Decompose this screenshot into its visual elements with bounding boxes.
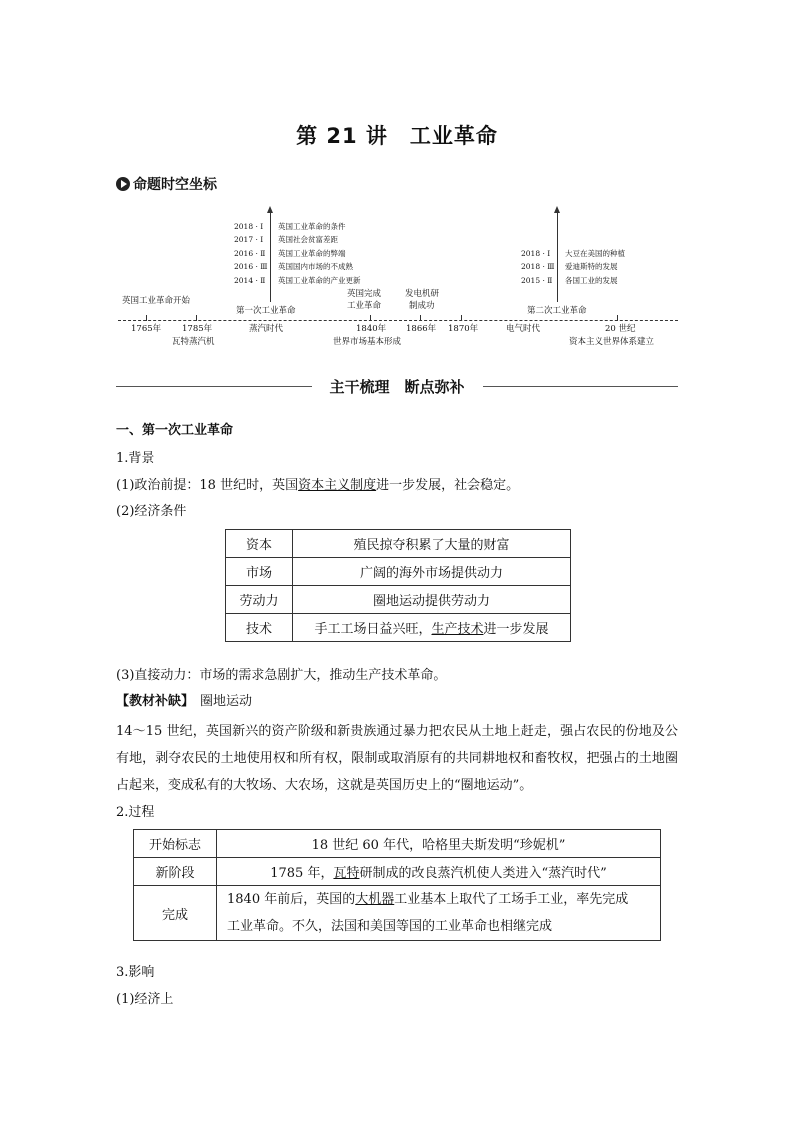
econ-conditions-table [225, 529, 571, 642]
year-1840: 1840年 [356, 324, 387, 334]
underline-capitalism: 资本主义制度 [298, 478, 377, 493]
tick [617, 315, 618, 321]
table-key: 完成 [134, 886, 217, 941]
table-key: 市场 [226, 558, 293, 586]
exam-topic: 大豆在美国的种植 [565, 249, 625, 258]
timeline-arrow-right [557, 212, 558, 302]
tech-pre: 手工工场日益兴旺， [314, 622, 432, 637]
exam-topic: 英国工业革命的条件 [278, 222, 346, 231]
para-political-pre: (1)政治前提：18 世纪时，英国 [116, 478, 299, 493]
exam-year: 2018 · Ⅰ [234, 222, 264, 231]
para-political-post: 进一步发展，社会稳定。 [376, 478, 520, 493]
year-20c: 20 世纪 [605, 324, 636, 334]
tech-post: 进一步发展 [483, 622, 549, 637]
exam-topic: 爱迪斯特的发展 [565, 262, 618, 271]
table-row [134, 858, 661, 886]
label-first-revolution: 第一次工业革命 [236, 306, 296, 316]
page-title: 第 21 讲 工业革命 [296, 124, 498, 148]
section-divider [116, 374, 678, 398]
exam-year: 2015 · Ⅱ [521, 276, 553, 285]
v2-pre: 1785 年， [270, 866, 334, 881]
section-coord-label [116, 174, 217, 194]
exam-year: 2016 · Ⅲ [234, 262, 268, 271]
arrow-up-icon [267, 206, 273, 213]
sub-impact: 3.影响 [116, 965, 155, 980]
exam-year: 2018 · Ⅲ [521, 262, 555, 271]
tick [420, 315, 421, 321]
v3-mid: 工业基本上取代了工场手工业，率先完成 [394, 892, 629, 907]
label-second-revolution: 第二次工业革命 [527, 306, 587, 316]
underline-watt: 瓦特 [333, 866, 360, 881]
world-market: 世界市场基本形成 [333, 337, 402, 347]
exam-topic: 各国工业的发展 [565, 276, 618, 285]
para-direct-motive: (3)直接动力：市场的需求急剧扩大，推动生产技术革命。 [116, 668, 447, 683]
tick [461, 315, 462, 321]
v2-post: 研制成的改良蒸汽机使人类进入“蒸汽时代” [359, 866, 607, 881]
exam-topic: 英国国内市场的不成熟 [278, 262, 353, 271]
table-key: 资本 [226, 530, 293, 558]
supplement-tag: 【教材补缺】 [116, 694, 195, 709]
table-key: 开始标志 [134, 830, 217, 858]
underline-tech: 生产技术 [431, 622, 484, 637]
table-row [134, 886, 661, 941]
exam-year: 2017 · Ⅰ [234, 235, 264, 244]
v3-line1 [227, 886, 654, 913]
year-1785: 1785年 [182, 324, 213, 334]
tick [196, 315, 197, 321]
exam-topic: 英国工业革命的弊端 [278, 249, 346, 258]
sub-process: 2.过程 [116, 805, 155, 820]
process-table [133, 829, 661, 941]
label-done-2: 工业革命 [347, 301, 382, 311]
year-1765: 1765年 [131, 324, 162, 334]
table-row [226, 558, 571, 586]
v3-pre: 1840 年前后，英国的 [227, 892, 356, 907]
supplement-title: 圈地运动 [200, 694, 253, 709]
table-value: 圈地运动提供劳动力 [293, 586, 571, 614]
tick [370, 315, 371, 321]
exam-topic: 英国工业革命的产业更新 [278, 276, 361, 285]
steam-age: 蒸汽时代 [249, 324, 284, 334]
year-1866: 1866年 [406, 324, 437, 334]
v3-line2: 工业革命。不久，法国和美国等国的工业革命也相继完成 [227, 919, 553, 934]
watt-steam-engine: 瓦特蒸汽机 [172, 337, 215, 347]
table-key: 技术 [226, 614, 293, 642]
para-economy: (1)经济上 [116, 992, 174, 1007]
table-row [134, 830, 661, 858]
exam-year: 2018 · Ⅰ [521, 249, 551, 258]
table-key: 劳动力 [226, 586, 293, 614]
underline-machine: 大机器 [355, 892, 395, 907]
table-value [217, 886, 661, 941]
table-row [226, 530, 571, 558]
table-value: 广阔的海外市场提供动力 [293, 558, 571, 586]
exam-year: 2016 · Ⅱ [234, 249, 266, 258]
supplement-heading [116, 695, 252, 708]
capitalist-system: 资本主义世界体系建立 [569, 337, 655, 347]
sub-background: 1.背景 [116, 451, 155, 466]
exam-year: 2014 · Ⅱ [234, 276, 266, 285]
table-row [226, 614, 571, 642]
table-key: 新阶段 [134, 858, 217, 886]
section-coord-text: 命题时空坐标 [133, 177, 217, 193]
table-row [226, 586, 571, 614]
year-1870: 1870年 [448, 324, 479, 334]
label-done-1: 英国完成 [347, 289, 382, 299]
arrow-up-icon [554, 206, 560, 213]
label-gen-1: 发电机研 [405, 289, 440, 299]
table-value [217, 858, 661, 886]
tick [146, 315, 147, 321]
table-value [293, 614, 571, 642]
timeline-arrow-left [270, 212, 271, 302]
label-start: 英国工业革命开始 [122, 296, 191, 306]
para-political [116, 479, 519, 492]
para-economic: (2)经济条件 [116, 504, 187, 519]
divider-title: 主干梳理 断点弥补 [329, 377, 465, 396]
timeline-axis [118, 320, 678, 321]
enclosure-paragraph: 14～15 世纪，英国新兴的资产阶级和新贵族通过暴力把农民从土地上赶走，强占农民的份地及公有地，剥夺农民的土地使用权和所有权，限制或取消原有的共同耕地权和畜牧权，把强占的土地圈占起来，变成私有的大牧场、大农场，这就是英国历史上的“圈地运动”。 [116, 724, 678, 793]
table-value: 18 世纪 60 年代，哈格里夫斯发明“珍妮机” [217, 830, 661, 858]
heading-first-revolution: 一、第一次工业革命 [116, 423, 234, 438]
play-circle-icon [116, 177, 130, 191]
electric-age: 电气时代 [506, 324, 541, 334]
table-value: 殖民掠夺积累了大量的财富 [293, 530, 571, 558]
exam-topic: 英国社会贫富差距 [278, 235, 338, 244]
label-gen-2: 制成功 [409, 301, 435, 311]
